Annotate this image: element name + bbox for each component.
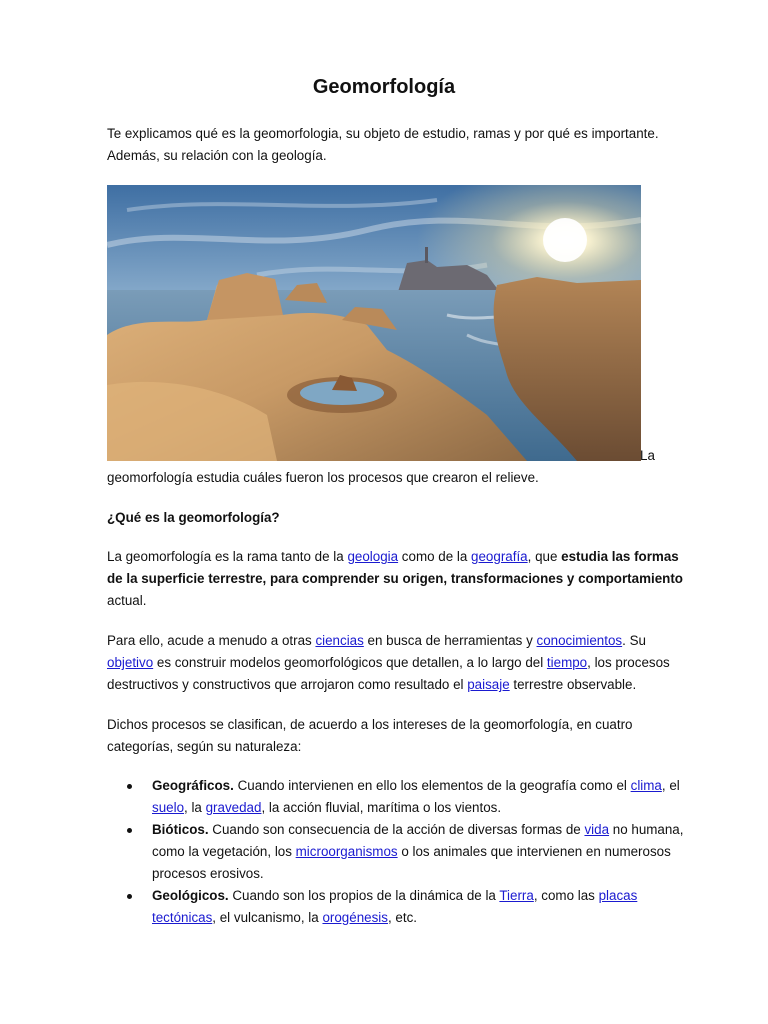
bio-line-2 xyxy=(152,841,707,863)
p1-line-3: actual. xyxy=(107,593,147,608)
text: terrestre observable. xyxy=(509,677,637,692)
geo-line-1 xyxy=(152,775,707,797)
bullet-icon xyxy=(127,894,132,899)
text: no humana, xyxy=(609,822,684,837)
section-heading: ¿Qué es la geomorfología? xyxy=(107,510,280,525)
page-title: Geomorfología xyxy=(312,76,456,98)
link-placas[interactable]: placas xyxy=(598,888,638,903)
link-paisaje[interactable]: paisaje xyxy=(467,677,510,692)
paragraph-definition xyxy=(107,546,697,612)
link-orogenesis[interactable]: orogénesis xyxy=(322,910,388,925)
paragraph-classification xyxy=(107,714,697,758)
process-types-list xyxy=(107,775,707,929)
text: o los animales que intervienen en numerosos xyxy=(397,844,671,859)
link-clima[interactable]: clima xyxy=(630,778,662,793)
text: , el vulcanismo, la xyxy=(212,910,323,925)
p1-line-2: de la superficie terrestre, para comprender su origen, transformaciones y comportamiento xyxy=(107,571,683,586)
text: , etc. xyxy=(387,910,417,925)
bold-text: estudia las formas xyxy=(561,549,679,564)
bullet-label: Geológicos. xyxy=(152,888,229,903)
text: en busca de herramientas y xyxy=(363,633,537,648)
text: , como las xyxy=(533,888,599,903)
text: , los procesos xyxy=(587,655,670,670)
image-caption: geomorfología estudia cuáles fueron los procesos que crearon el relieve. xyxy=(107,470,539,485)
bullet-label: Bióticos. xyxy=(152,822,209,837)
link-geologia[interactable]: geologia xyxy=(347,549,399,564)
bullet-label: Geográficos. xyxy=(152,778,234,793)
text: La geomorfología es la rama tanto de la xyxy=(107,549,348,564)
list-item-geograficos xyxy=(107,775,707,819)
link-tectonicas[interactable]: tectónicas xyxy=(152,910,213,925)
text: es construir modelos geomorfológicos que detallen, a lo largo del xyxy=(153,655,547,670)
text: Cuando intervienen en ello los elementos de la geografía como el xyxy=(233,778,631,793)
geol-line-2 xyxy=(152,907,707,929)
coastal-rock-landscape-image xyxy=(107,185,641,461)
p3-line-1: Dichos procesos se clasifican, de acuerdo a los intereses de la geomorfología, en cuatro xyxy=(107,717,633,732)
list-item-bioticos xyxy=(107,819,707,885)
intro-line-1: Te explicamos qué es la geomorfologia, su objeto de estudio, ramas y por qué es importante. xyxy=(107,126,659,141)
link-suelo[interactable]: suelo xyxy=(152,800,185,815)
link-ciencias[interactable]: ciencias xyxy=(315,633,364,648)
caption-inline: La xyxy=(640,448,655,463)
text: Cuando son los propios de la dinámica de la xyxy=(228,888,500,903)
p1-line-1 xyxy=(107,546,697,568)
link-tiempo[interactable]: tiempo xyxy=(546,655,588,670)
geol-line-1 xyxy=(152,885,707,907)
link-objetivo[interactable]: objetivo xyxy=(107,655,154,670)
link-tierra[interactable]: Tierra xyxy=(499,888,534,903)
link-vida[interactable]: vida xyxy=(584,822,610,837)
bullet-icon xyxy=(127,828,132,833)
p2-line-1 xyxy=(107,630,697,652)
text: , el xyxy=(661,778,680,793)
text: como de la xyxy=(398,549,472,564)
text: . Su xyxy=(622,633,646,648)
text: , la acción fluvial, marítima o los vientos. xyxy=(261,800,502,815)
intro-paragraph xyxy=(107,123,697,167)
link-microorganismos[interactable]: microorganismos xyxy=(295,844,398,859)
text: , que xyxy=(527,549,562,564)
list-item-geologicos xyxy=(107,885,707,929)
text: destructivos y constructivos que arrojaron como resultado el xyxy=(107,677,468,692)
p3-line-2: categorías, según su naturaleza: xyxy=(107,739,302,754)
bio-line-1 xyxy=(152,819,707,841)
bullet-icon xyxy=(127,784,132,789)
link-geografia[interactable]: geografía xyxy=(471,549,528,564)
link-conocimientos[interactable]: conocimientos xyxy=(536,633,623,648)
paragraph-objective xyxy=(107,630,697,696)
p2-line-3 xyxy=(107,674,697,696)
link-gravedad[interactable]: gravedad xyxy=(205,800,262,815)
intro-line-2: Además, su relación con la geología. xyxy=(107,148,327,163)
text: , la xyxy=(184,800,206,815)
p2-line-2 xyxy=(107,652,697,674)
text: Para ello, acude a menudo a otras xyxy=(107,633,316,648)
text: como la vegetación, los xyxy=(152,844,296,859)
bio-line-3: procesos erosivos. xyxy=(152,866,264,881)
geo-line-2 xyxy=(152,797,707,819)
text: Cuando son consecuencia de la acción de diversas formas de xyxy=(208,822,585,837)
